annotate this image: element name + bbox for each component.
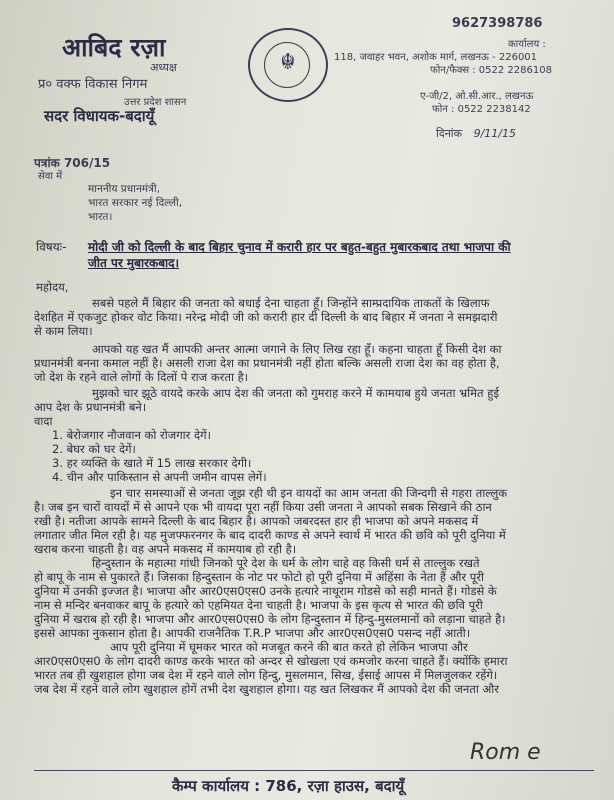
body-line: 2. बेघर को घर देगें। xyxy=(52,442,136,456)
state-emblem-icon: ☬ xyxy=(248,28,328,102)
sender-mla-title: सदर विधायक-बदायूँ xyxy=(44,107,155,125)
camp-office-footer: कैम्प कार्यालय : 786, रज़ा हाउस, बदायूँ xyxy=(172,777,405,795)
subject-label: विषयः- xyxy=(36,240,67,254)
body-line: 3. हर व्यक्ति के खाते में 15 लाख सरकार देगी। xyxy=(52,456,252,470)
recipient-line: माननीय प्रधानमंत्री, xyxy=(88,183,160,195)
body-line: इन चार समस्याओं से जनता जूझ रही थी इन वायदों का आम जनता की जिन्दगी से गहरा ताल्लुक xyxy=(110,486,508,500)
body-line: 1. बेरोजगार नौजवान को रोजगार देगें। xyxy=(52,428,211,442)
body-line: दुनिया में खराब हो रही है। भाजपा और आर0एस0एस0 के लोग हिन्दुस्तान में हिन्दु-मुसलमानों को लड़ाना चाहते है। xyxy=(34,612,506,626)
signature: Rom e xyxy=(470,740,541,765)
body-line: रखी है। नतीजा आपके सामने दिल्ली के बाद बिहार है। आपको जबरदस्त हार ही भाजपा को अपने मकसद में xyxy=(34,514,479,528)
body-line: जो देश के रहने वाले लोगों के दिलों पे राज करता है। xyxy=(34,370,249,384)
body-line: आपको यह खत मैं आपकी अन्तर आत्मा जगाने के लिए लिख रहा हूँ। कहना चाहता हूँ किसी देश का xyxy=(92,342,502,356)
sender-government: उत्तर प्रदेश शासन xyxy=(124,97,187,108)
salutation: महोदय, xyxy=(36,280,69,294)
body-line: इससे आपका नुकसान होता है। आपकी राजनैतिक T.R.P भाजपा और आर0एस0एस0 पसन्द नहीं आती। xyxy=(34,626,471,640)
footer-divider xyxy=(34,770,594,771)
office-label: कार्यालय : xyxy=(508,39,546,50)
mobile-number: 9627398786 xyxy=(452,16,543,31)
body-line: सबसे पहले मैं बिहार की जनता को बधाई देना चाहता हूँ। जिन्होंने साम्प्रदायिक ताकतों के खिलाफ xyxy=(92,296,490,310)
sender-position: अध्यक्ष xyxy=(150,61,177,74)
body-line: लगातार जीत मिल रही है। यह मुजफ्फरनगर के बाद दादरी काण्ड से अपने स्वार्थ में भारत की छवि को पूरी दुनिया में xyxy=(34,528,506,542)
body-line: प्रधानमंत्री बनना कमाल नहीं है। असली राजा देश का प्रधानमंत्री नहीं होता बल्कि असली राजा देश का वह होता है, xyxy=(34,356,500,370)
body-line: से काम लिया। xyxy=(34,324,93,338)
body-line: खराब करना चाहती है। वह अपने मकसद में कामयाब हो रही है। xyxy=(34,542,297,556)
body-line: हो बापू के नाम से पुकारते हैं। जिसका हिन्दुस्तान के नोट पर फोटो हो पूरी दुनिया में अहिंसा के नेता हैं और पूरी xyxy=(34,570,485,584)
body-line: वादा xyxy=(34,414,53,428)
date-value: 9/11/15 xyxy=(473,127,516,140)
body-line: मुझको चार झूठे वायदे करके आप देश की जनता को गुमराह करने में कामयाब हुये जनता भ्रमित हुई xyxy=(92,386,499,400)
reference-number: पत्रांक 706/15 xyxy=(34,156,111,170)
subject-line-2: जीत पर मुबारकबाद। xyxy=(88,256,180,270)
office-phone-1: फोन/फैक्स : 0522 2286108 xyxy=(430,65,552,76)
body-line: भारत तब ही खुशहाल होगा जब देश में रहने वाले लोग हिन्दु, मुसलमान, सिख, ईसाई आपस में मिलजुलकर रहेंगे। xyxy=(34,668,498,682)
office-address-2: ए-जी/2, ओ.सी.आर., लखनऊ xyxy=(420,91,534,102)
body-line: आप पूरी दुनिया में घूमकर भारत को मजबूत करने की बात करते हो लेकिन भाजपा और xyxy=(110,640,468,654)
body-line: 4. चीन और पाकिस्तान से अपनी जमीन वापस लेगें। xyxy=(52,470,267,484)
body-line: दुनिया में उनकी इज्जत है। भाजपा और आर0एस0एस0 उनके हत्यारे नाथूराम गोडसे को सही मानते हैं। गोडसे के xyxy=(34,584,497,598)
body-line: जब देश में रहने वाले लोग खुशहाल होगें तभी देश खुशहाल होगा। यह खत लिखकर मैं आपको देश की जनता और xyxy=(34,682,499,696)
date-label: दिनांक 9/11/15 xyxy=(436,127,516,140)
to-label: सेवा में xyxy=(38,171,63,182)
sender-name: आबिद रज़ा xyxy=(62,33,166,62)
body-line: है। जब इन चारों वायदों में से आपने एक भी वायदा पूरा नहीं किया उसी जनता ने आपको सबक सिखाने की ठान xyxy=(34,500,492,514)
subject-line-1: मोदी जी को दिल्ली के बाद बिहार चुनाव में करारी हार पर बहुत-बहुत मुबारकबाद तथा भाजपा की xyxy=(88,240,511,254)
recipient-line: भारत। xyxy=(88,211,113,223)
sender-organization: प्र० वक्फ विकास निगम xyxy=(38,77,148,92)
body-line: देशहित में एकजुट होकर वोट किया। नरेन्द्र मोदी जी को करारी हार दी दिल्ली के बाद बिहार में जनता ने समझदारी xyxy=(34,310,498,324)
office-address-1: 118, जवाहर भवन, अशोक मार्ग, लखनऊ - 226001 xyxy=(334,52,538,63)
recipient-line: भारत सरकार नई दिल्ली, xyxy=(88,197,183,209)
body-line: नाम से मन्दिर बनवाकर बापू के हत्यारे को एहमियत देना चाहती है। भाजपा के इस कृत्य से भारत की छवि पूरी xyxy=(34,598,483,612)
office-phone-2: फोन : 0522 2238142 xyxy=(432,104,531,115)
body-line: आप देश के प्रधानमंत्री बने। xyxy=(34,400,147,414)
body-line: आर0एस0एस0 के लोग दादरी काण्ड करके भारत को अन्दर से खोखला एवं कमजोर करना चाहते हैं। क्योंकि हमारा xyxy=(34,654,508,668)
body-line: हिन्दुस्तान के महात्मा गांधी जिनको पूरे देश के धर्म के लोग चाहे वह किसी धर्म से ताल्लुक रखते xyxy=(92,556,480,570)
